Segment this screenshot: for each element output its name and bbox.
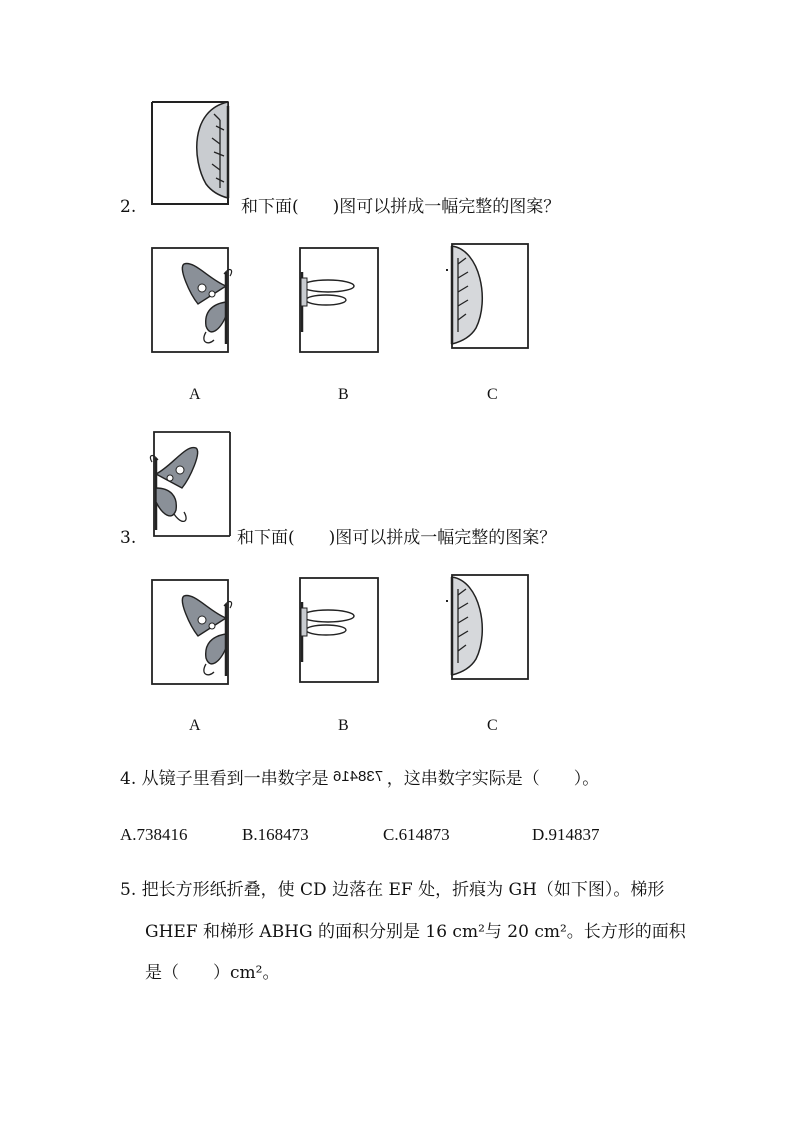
q2-given-figure: [150, 100, 234, 208]
q5-number: 5.: [120, 880, 137, 900]
q2-number: 2.: [120, 197, 137, 217]
q4-option-a-label: A.: [120, 825, 137, 844]
q3-prompt: 和下面( )图可以拼成一幅完整的图案？: [237, 528, 557, 548]
half-dragonfly-icon: [298, 576, 382, 686]
q3-option-b-label: B: [338, 717, 349, 734]
q3-option-c-figure[interactable]: [446, 573, 530, 683]
q2-option-a-figure[interactable]: [150, 246, 232, 356]
q4-prompt-before: 从镜子里看到一串数字是: [141, 769, 329, 789]
half-butterfly-icon: [150, 578, 232, 688]
q4-option-c-value: 614873: [398, 825, 450, 844]
q4-option-d-label: D.: [532, 825, 549, 844]
q3-given-figure: [150, 430, 232, 540]
q4-option-b-label: B.: [242, 825, 258, 844]
q4-option-c-label: C.: [383, 825, 399, 844]
q5-line-2: GHEF 和梯形 ABHG 的面积分别是 16 cm²与 20 cm²。长方形的面积: [145, 922, 686, 942]
q4-option-b[interactable]: [242, 826, 309, 843]
half-butterfly-icon: [150, 246, 232, 356]
q3-option-a-figure[interactable]: [150, 578, 232, 688]
q4-number: 4.: [120, 769, 137, 789]
q2-prompt: 和下面( )图可以拼成一幅完整的图案？: [241, 197, 561, 217]
q5-line-3: 是（ ）cm²。: [145, 963, 280, 983]
q4-option-c[interactable]: [383, 826, 450, 843]
q2-option-b-figure[interactable]: [298, 246, 382, 356]
q4-option-d-value: 914837: [548, 825, 600, 844]
half-butterfly-icon: [150, 430, 232, 540]
q3-option-b-figure[interactable]: [298, 576, 382, 686]
q2-option-c-figure[interactable]: [446, 242, 530, 352]
q2-option-a-label: A: [189, 386, 201, 403]
q4-mirrored-digits: 738416: [332, 768, 383, 785]
q2-option-c-label: C: [487, 386, 498, 403]
q3-option-a-label: A: [189, 717, 201, 734]
q3-option-c-label: C: [487, 717, 498, 734]
q5-line-1: [120, 882, 664, 899]
half-leaf-icon: [446, 573, 530, 683]
half-leaf-icon: [150, 100, 234, 208]
q4-option-b-value: 168473: [257, 825, 309, 844]
q4-line: [120, 768, 600, 789]
half-leaf-icon: [446, 242, 530, 352]
q4-option-a[interactable]: [120, 826, 188, 843]
q4-option-a-value: 738416: [136, 825, 188, 844]
half-dragonfly-icon: [298, 246, 382, 356]
q3-number: 3.: [120, 528, 137, 548]
q4-option-d[interactable]: [532, 826, 600, 843]
q2-option-b-label: B: [338, 386, 349, 403]
q5-text-1: 把长方形纸折叠，使 CD 边落在 EF 处，折痕为 GH（如下图）。梯形: [141, 880, 665, 900]
q4-prompt-after: ，这串数字实际是（ ）。: [386, 769, 600, 789]
